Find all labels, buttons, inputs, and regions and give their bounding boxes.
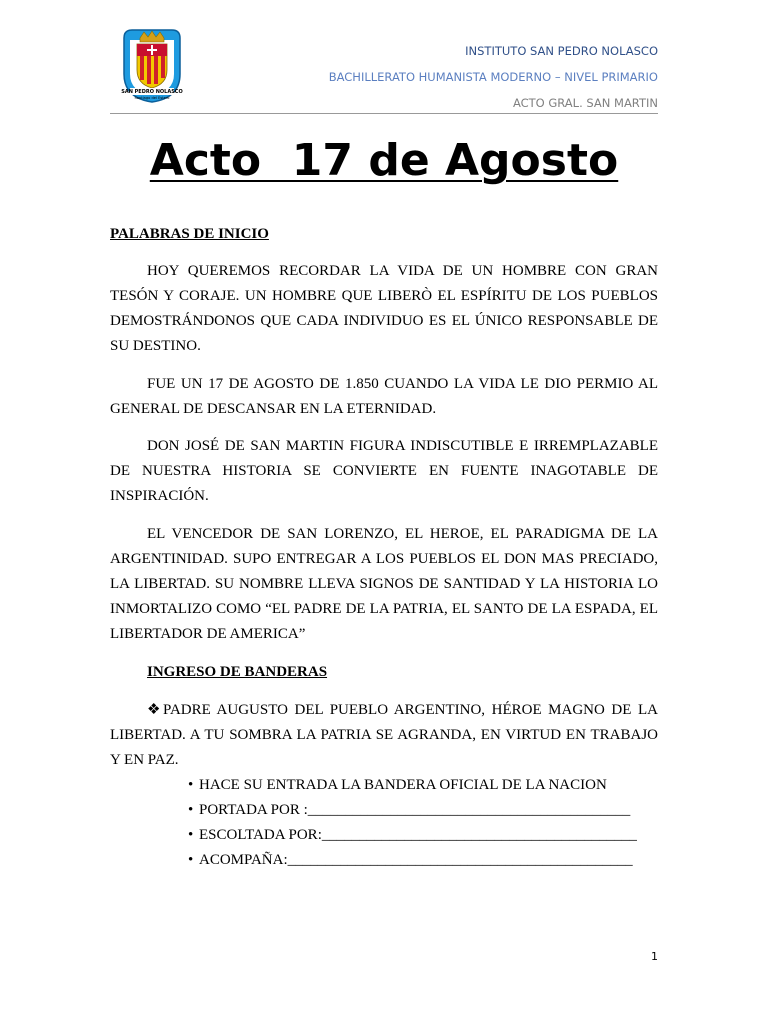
bullet-paragraph-text: PADRE AUGUSTO DEL PUEBLO ARGENTINO, HÉROE MAGNO DE LA LIBERTAD. A TU SOMBRA LA PATRIA SE AGRANDA, EN VIRTUD EN TRABAJO Y EN PAZ.	[110, 702, 658, 768]
list-item	[188, 773, 637, 798]
list-item	[188, 848, 637, 873]
paragraph-3: DON JOSÉ DE SAN MARTIN FIGURA INDISCUTIBLE E IRREMPLAZABLE DE NUESTRA HISTORIA SE CONVIERTE EN FUENTE INAGOTABLE DE INSPIRACIÓN.	[110, 438, 658, 504]
section-heading-palabras: PALABRAS DE INICIO	[110, 226, 269, 242]
flag-list	[188, 773, 637, 873]
list-item-text: HACE SU ENTRADA LA BANDERA OFICIAL DE LA NACION	[199, 777, 607, 793]
list-item-text: PORTADA POR :___________________________________________	[199, 802, 631, 818]
list-item-text: ACOMPAÑA:______________________________________________	[199, 852, 633, 868]
paragraph-4: EL VENCEDOR DE SAN LORENZO, EL HEROE, EL PARADIGMA DE LA ARGENTINIDAD. SUPO ENTREGAR A LOS PUEBLOS EL DON MAS PRECIADO, LA LIBERTAD. SU NOMBRE LLEVA SIGNOS DE SANTIDAD Y LA HISTORIA LO INMORTALIZO COMO “EL PADRE DE LA PATRIA, EL SANTO DE LA ESPADA, EL LIBERTADOR DE AMERICA”	[110, 526, 658, 642]
header-program: BACHILLERATO HUMANISTA MODERNO – NIVEL PRIMARIO	[328, 70, 658, 84]
header-institution: INSTITUTO SAN PEDRO NOLASCO	[465, 44, 658, 58]
section-heading-banderas: INGRESO DE BANDERAS	[147, 664, 328, 680]
diamond-bullet-icon: ❖	[147, 702, 161, 718]
list-item-text: ESCOLTADA POR:__________________________________________	[199, 827, 637, 843]
list-item	[188, 798, 637, 823]
header-event: ACTO GRAL. SAN MARTIN	[512, 96, 658, 110]
bullet-dot-icon: •	[188, 827, 194, 843]
logo-subtext: Santiago del Estero	[134, 96, 170, 100]
bullet-dot-icon: •	[188, 802, 194, 818]
page-title: Acto 17 de Agosto	[149, 135, 619, 186]
bullet-dot-icon: •	[188, 777, 194, 793]
school-crest-logo	[120, 28, 184, 104]
paragraph-1: HOY QUEREMOS RECORDAR LA VIDA DE UN HOMBRE CON GRAN TESÓN Y CORAJE. UN HOMBRE QUE LIBERÒ EL ESPÍRITU DE LOS PUEBLOS DEMOSTRÁNDONOS QUE CADA INDIVIDUO ES EL ÚNICO RESPONSABLE DE SU DESTINO.	[110, 263, 658, 354]
paragraph-2: FUE UN 17 DE AGOSTO DE 1.850 CUANDO LA VIDA LE DIO PERMIO AL GENERAL DE DESCANSAR EN LA ETERNIDAD.	[110, 376, 658, 417]
page-number: 1	[651, 950, 658, 963]
bullet-paragraph	[110, 698, 658, 773]
logo-text: SAN PEDRO NOLASCO	[121, 89, 183, 95]
bullet-dot-icon: •	[188, 852, 194, 868]
header-divider	[110, 113, 658, 114]
list-item	[188, 823, 637, 848]
